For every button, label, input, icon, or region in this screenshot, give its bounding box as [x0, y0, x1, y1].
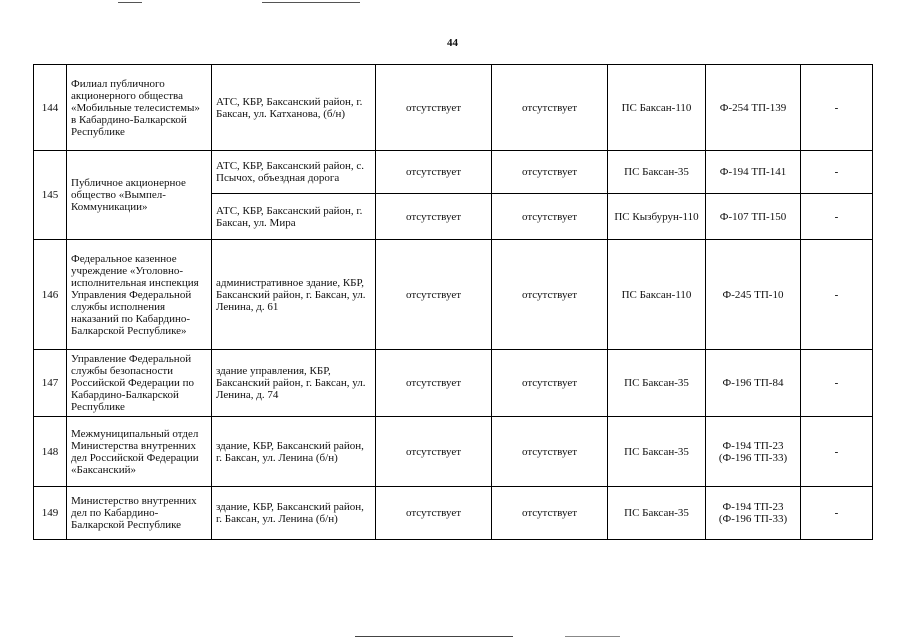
dash-cell: - — [801, 240, 873, 350]
feeder-cell: Ф-194 ТП-23 (Ф-196 ТП-33) — [706, 417, 801, 487]
row-number: 145 — [34, 151, 67, 240]
organization-name: Министерство внутренних дел по Кабардино-Балкарской Республике — [67, 487, 212, 540]
dash-cell: - — [801, 417, 873, 487]
status-cell: отсутствует — [376, 194, 492, 240]
object-address: АТС, КБР, Баксанский район, г. Баксан, ул. Катханова, (б/н) — [212, 65, 376, 151]
status-cell: отсутствует — [376, 240, 492, 350]
feeder-cell: Ф-254 ТП-139 — [706, 65, 801, 151]
feeder-cell: Ф-196 ТП-84 — [706, 350, 801, 417]
object-address: здание, КБР, Баксанский район, г. Баксан, ул. Ленина (б/н) — [212, 417, 376, 487]
substation-cell: ПС Баксан-35 — [608, 487, 706, 540]
page-number: 44 — [447, 37, 458, 49]
table-row-147 — [34, 350, 873, 417]
dash-cell: - — [801, 194, 873, 240]
object-address: АТС, КБР, Баксанский район, с. Псычох, объездная дорога — [212, 151, 376, 194]
substation-cell: ПС Баксан-35 — [608, 417, 706, 487]
object-address: АТС, КБР, Баксанский район, г. Баксан, ул. Мира — [212, 194, 376, 240]
table-row-148 — [34, 417, 873, 487]
organization-name: Управление Федеральной службы безопасности Российской Федерации по Кабардино-Балкарской Республике — [67, 350, 212, 417]
top-rule-left — [118, 2, 142, 3]
status-cell: отсутствует — [376, 487, 492, 540]
status-cell: отсутствует — [492, 194, 608, 240]
table-row-149 — [34, 487, 873, 540]
table-row-145a — [34, 151, 873, 194]
status-cell: отсутствует — [376, 350, 492, 417]
substation-cell: ПС Кызбурун-110 — [608, 194, 706, 240]
row-number: 147 — [34, 350, 67, 417]
row-number: 148 — [34, 417, 67, 487]
object-address: здание, КБР, Баксанский район, г. Баксан, ул. Ленина (б/н) — [212, 487, 376, 540]
status-cell: отсутствует — [492, 65, 608, 151]
top-rule-right — [262, 2, 360, 3]
organization-name: Межмуниципальный отдел Министерства внутренних дел Российской Федерации «Баксанский» — [67, 417, 212, 487]
dash-cell: - — [801, 350, 873, 417]
dash-cell: - — [801, 65, 873, 151]
dash-cell: - — [801, 151, 873, 194]
substation-cell: ПС Баксан-35 — [608, 350, 706, 417]
feeder-cell: Ф-245 ТП-10 — [706, 240, 801, 350]
status-cell: отсутствует — [376, 151, 492, 194]
organization-name: Федеральное казенное учреждение «Уголовно-исполнительная инспекция Управления Федеральной службы исполнения наказаний по Кабардино-Балкарской Республике» — [67, 240, 212, 350]
status-cell: отсутствует — [492, 350, 608, 417]
organization-name: Филиал публичного акционерного общества «Мобильные телесистемы» в Кабардино-Балкарской Республике — [67, 65, 212, 151]
dash-cell: - — [801, 487, 873, 540]
substation-cell: ПС Баксан-110 — [608, 65, 706, 151]
organization-name: Публичное акционерное общество «Вымпел-Коммуникации» — [67, 151, 212, 240]
bottom-rule — [355, 636, 513, 637]
status-cell: отсутствует — [492, 487, 608, 540]
substation-cell: ПС Баксан-35 — [608, 151, 706, 194]
row-number: 149 — [34, 487, 67, 540]
substation-cell: ПС Баксан-110 — [608, 240, 706, 350]
status-cell: отсутствует — [376, 417, 492, 487]
facility-table — [33, 64, 873, 540]
row-number: 144 — [34, 65, 67, 151]
object-address: здание управления, КБР, Баксанский район, г. Баксан, ул. Ленина, д. 74 — [212, 350, 376, 417]
status-cell: отсутствует — [492, 151, 608, 194]
status-cell: отсутствует — [492, 417, 608, 487]
feeder-cell: Ф-194 ТП-23 (Ф-196 ТП-33) — [706, 487, 801, 540]
table-row-144 — [34, 65, 873, 151]
row-number: 146 — [34, 240, 67, 350]
bottom-rule-dash — [565, 636, 620, 637]
feeder-cell: Ф-194 ТП-141 — [706, 151, 801, 194]
status-cell: отсутствует — [492, 240, 608, 350]
feeder-cell: Ф-107 ТП-150 — [706, 194, 801, 240]
status-cell: отсутствует — [376, 65, 492, 151]
object-address: административное здание, КБР, Баксанский район, г. Баксан, ул. Ленина, д. 61 — [212, 240, 376, 350]
table-row-146 — [34, 240, 873, 350]
